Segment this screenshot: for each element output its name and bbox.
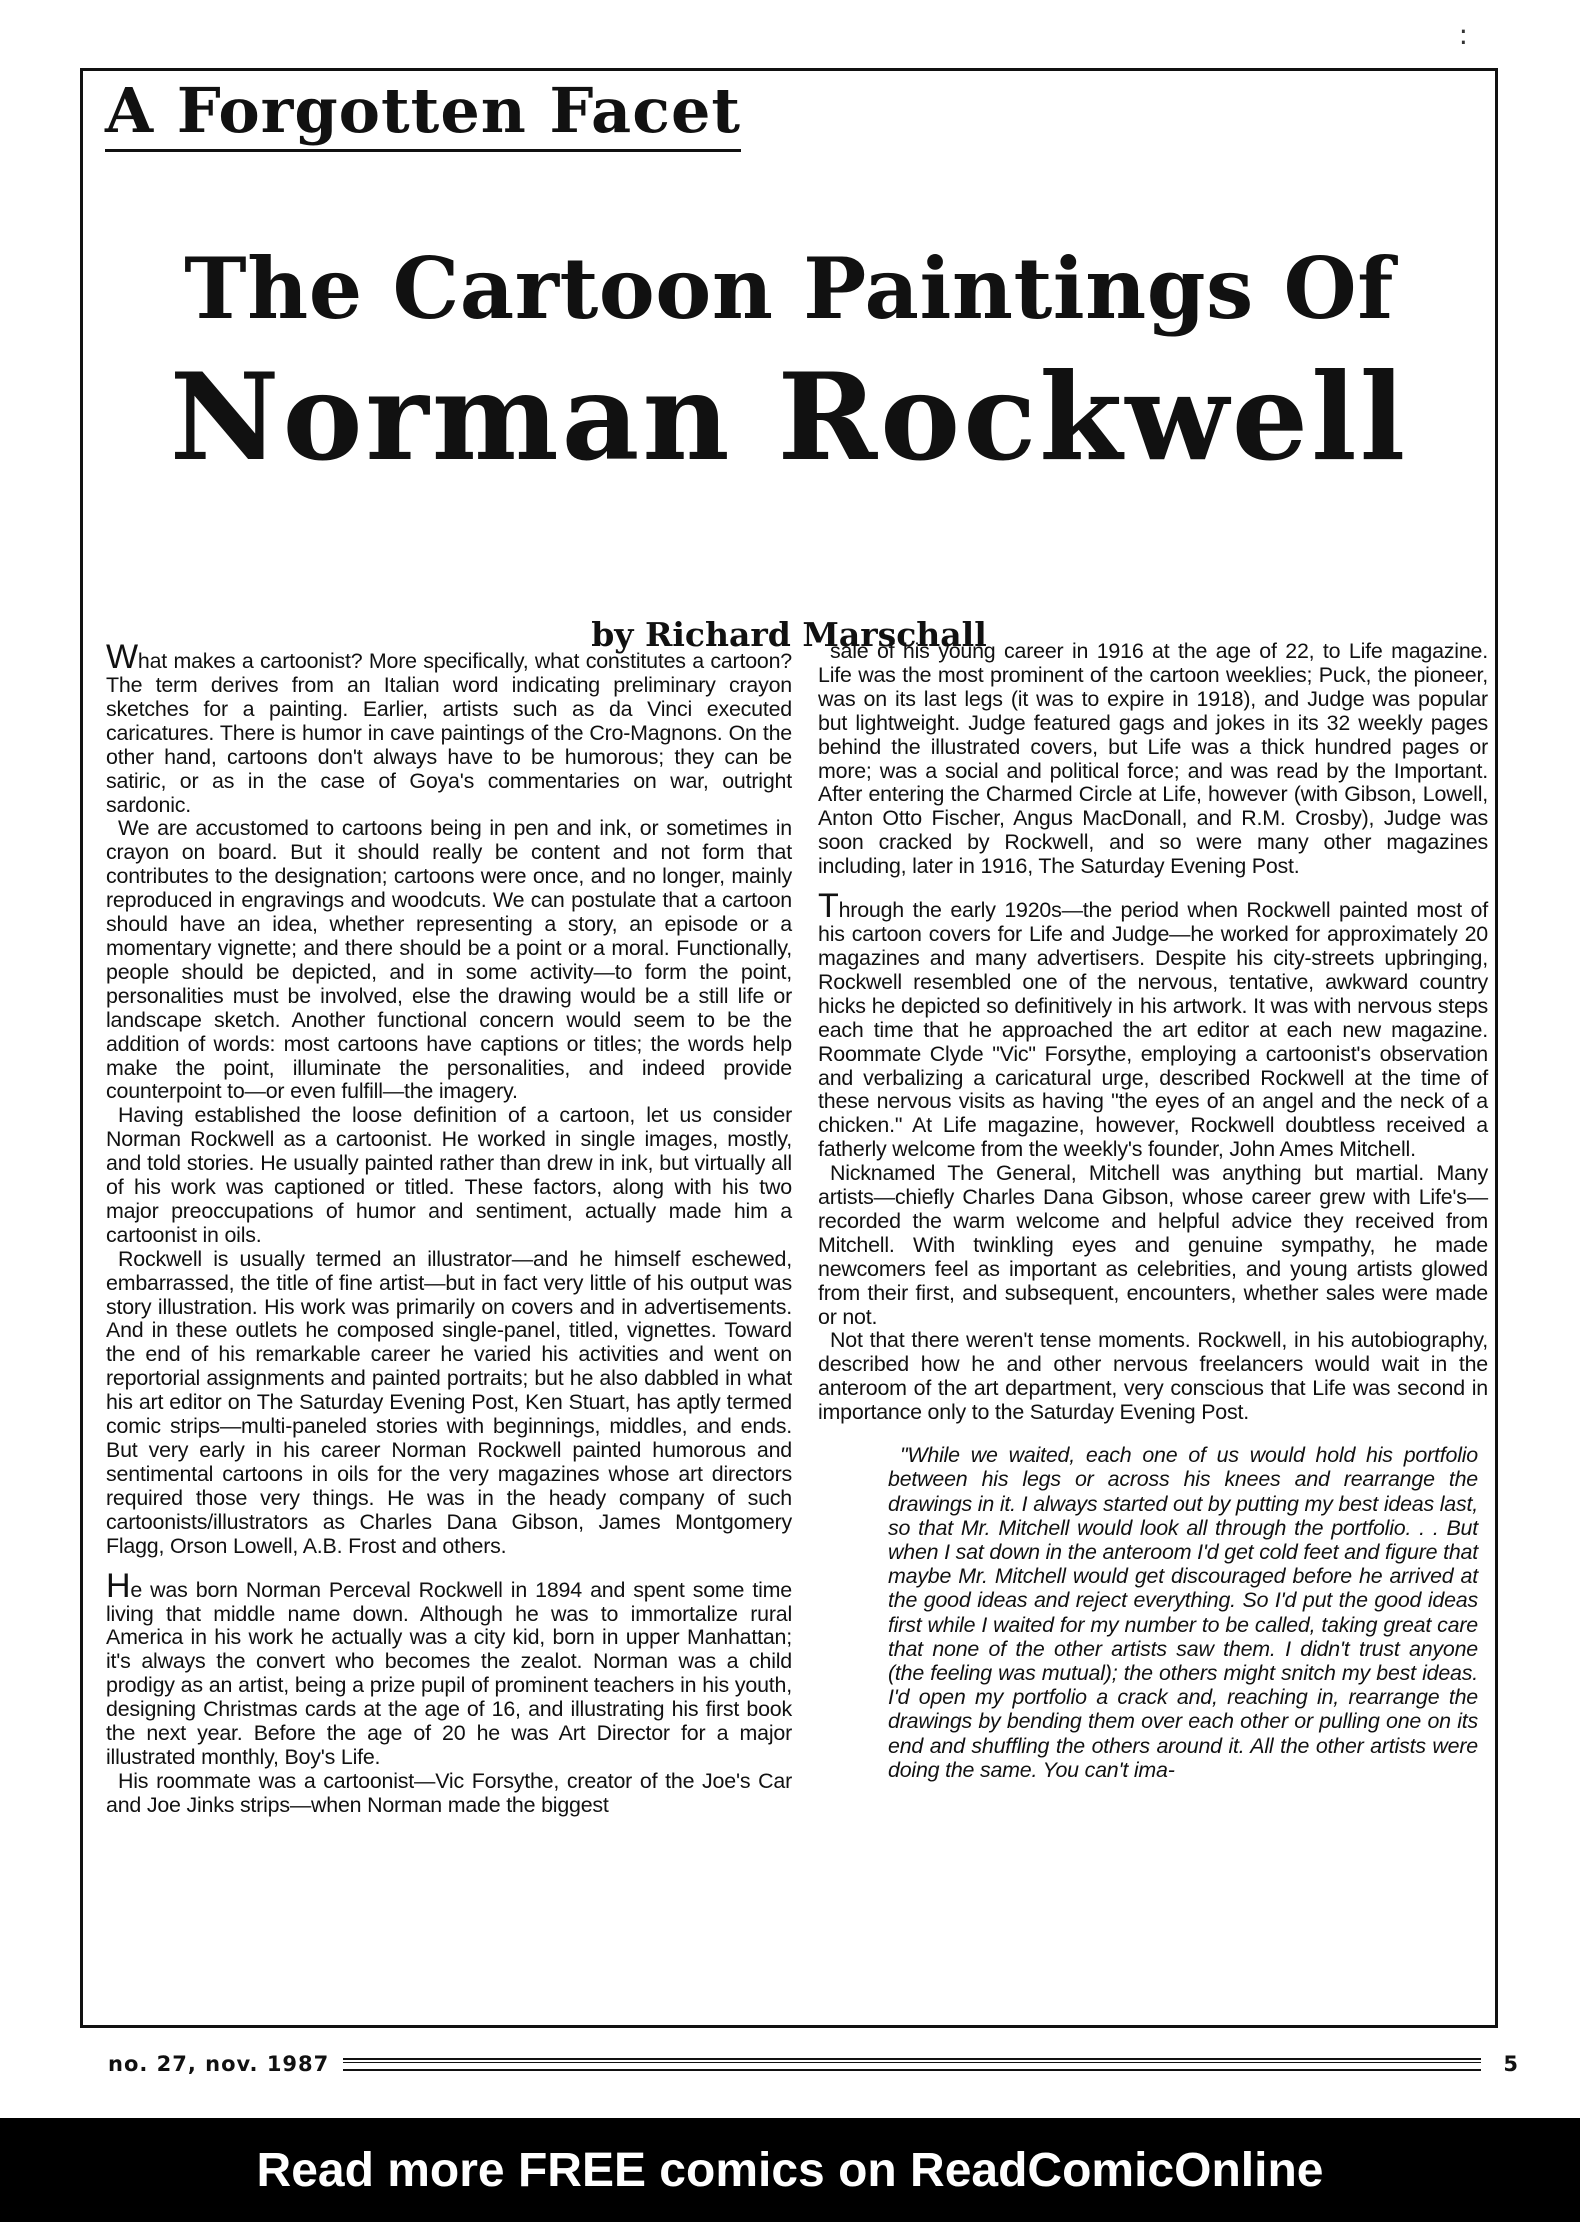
paragraph-text: Nicknamed The General, Mitchell was anything but martial. Many artists—chiefly Charles Dana Gibson, whose career grew with Life's—recorded the warm welcome and helpful advice they received from Mitchell. With twinkling eyes and genuine sympathy, he made newcomers feel as important as celebrities, and young artists glowed from their first, and subsequent, encounters, whether sales were made or not. bbox=[818, 1161, 1488, 1329]
paragraph-text: hrough the early 1920s—the period when Rockwell painted most of his cartoon covers for Life and Judge—he worked for approximately 20 magazines and many advertisers. Despite his city-streets upbringing, Rockwell resembled one of the nervous, tentative, awkward country hicks he depicted so definitively in his artwork. It was with nervous steps each time that he approached the art editor at each new magazine. Roommate Clyde "Vic" Forsythe, employing a cartoonist's observation and verbalizing a caricatural urge, described Rockwell at the time of these nervous visits as having "the eyes of an angel and the neck of a chicken." At Life magazine, however, Rockwell doubtless received a fatherly welcome from the weekly's founder, John Ames Mitchell. bbox=[818, 898, 1488, 1162]
promo-banner[interactable]: Read more FREE comics on ReadComicOnline bbox=[0, 2118, 1580, 2222]
paragraph-text: We are accustomed to cartoons being in pen and ink, or sometimes in crayon on board. But it should really be content and not form that contributes to the designation; cartoons were once, and no longer, mainly reproduced in engravings and woodcuts. We can postulate that a cartoon should have an idea, whether representing a story, an episode or a momentary vignette; and there should be a point or a moral. Functionally, people should be depicted, and in some activity—to form the point, personalities must be involved, else the drawing would be a still life or landscape sketch. Another functional concern would seem to be the addition of words: most cartoons have captions or titles; the words help make the point, illuminate the personalities, and indeed provide counterpoint to—or even fulfill—the imagery. bbox=[106, 816, 792, 1104]
section-kicker: A Forgotten Facet bbox=[105, 77, 741, 152]
page-footer bbox=[108, 2044, 1518, 2084]
issue-label: no. 27, nov. 1987 bbox=[108, 2052, 330, 2076]
article-paragraph bbox=[106, 640, 792, 817]
article-paragraph bbox=[818, 889, 1488, 1162]
article-paragraph bbox=[106, 817, 792, 1104]
paragraph-text: His roommate was a cartoonist—Vic Forsythe, creator of the Joe's Car and Joe Jinks strips—when Norman made the biggest bbox=[106, 1768, 792, 1817]
paragraph-text: Having established the loose definition of a cartoon, let us consider Norman Rockwell as a cartoonist. He worked in single images, mostly, and told stories. He usually painted rather than drew in ink, but virtually all of his work was captioned or titled. These factors, along with his two major preoccupations of humor and sentiment, actually made him a cartoonist in oils. bbox=[106, 1103, 792, 1247]
article-paragraph bbox=[818, 640, 1488, 879]
drop-cap: T bbox=[818, 887, 839, 926]
byline: by Richard Marschall bbox=[591, 615, 987, 654]
article-paragraph bbox=[106, 1770, 792, 1818]
corner-mark: : bbox=[1458, 18, 1468, 51]
paragraph-text: Rockwell is usually termed an illustrator—and he himself eschewed, embarrassed, the title of fine artist—but in fact very little of his output was story illustration. His work was primarily on covers and in advertisements. And in these outlets he composed single-panel, titled, vignettes. Toward the end of his remarkable career he varied his activities and went on reportorial assignments and painted portraits; but he also dabbled in what his art editor on The Saturday Evening Post, Ken Stuart, has aptly termed comic strips—multi-paneled stories with beginnings, middles, and ends. But very early in his career Norman Rockwell painted humorous and sentimental cartoons in oils for the very magazines whose art directors required those very things. He was in the heady company of such cartoonists/illustrators as Charles Dana Gibson, James Montgomery Flagg, Orson Lowell, A.B. Frost and others. bbox=[106, 1246, 792, 1558]
drop-cap: W bbox=[106, 638, 138, 676]
left-column bbox=[106, 640, 792, 1818]
footer-rule bbox=[343, 2058, 1481, 2071]
article-paragraph bbox=[106, 1104, 792, 1247]
title-line-1: The Cartoon Paintings Of bbox=[184, 239, 1394, 338]
right-column bbox=[818, 640, 1488, 1782]
block-quote bbox=[888, 1443, 1478, 1782]
paragraph-text: "While we waited, each one of us would hold his portfolio between his legs or across his knees and rearrange the drawings in it. I always started out by putting my best ideas last, so that Mr. Mitchell would look all through the portfolio. . . But when I sat down in the anteroom I'd get cold feet and figure that maybe Mr. Mitchell would get discouraged before he arrived at the good ideas and reject everything. So I'd put the good ideas first while I waited for my number to be called, taking great care that none of the other artists saw them. I didn't trust anyone (the feeling was mutual); the others might snitch my best ideas. I'd open my portfolio a crack and, reaching in, rearrange the drawings by bending them over each other or pulling one on its end and shuffling the others around it. All the other artists were doing the same. You can't ima- bbox=[888, 1443, 1478, 1782]
article-paragraph bbox=[818, 1162, 1488, 1329]
page-number: 5 bbox=[1503, 2052, 1518, 2076]
paragraph-text: Not that there weren't tense moments. Rockwell, in his autobiography, described how he and other nervous freelancers would wait in the anteroom of the art department, very conscious that Life was second in importance only to the Saturday Evening Post. bbox=[818, 1328, 1488, 1425]
article-paragraph bbox=[818, 1329, 1488, 1425]
paragraph-text: hat makes a cartoonist? More specifically, what constitutes a cartoon? The term derives from an Italian word indicating preliminary crayon sketches for a painting. Earlier, artists such as da Vinci executed caricatures. There is humor in cave paintings of the Cro-Magnons. On the other hand, cartoons don't always have to be humorous; they can be satiric, or as in the case of Goya's commentaries on war, outright sardonic. bbox=[106, 649, 792, 817]
article-title bbox=[83, 239, 1495, 488]
paragraph-text: e was born Norman Perceval Rockwell in 1894 and spent some time living that middle name down. Although he was to immortalize rural America in his work he actually was a city kid, born in upper Manhattan; it's always the convert who becomes the zealot. Norman was a child prodigy as an artist, being a prize pupil of prominent teachers in his youth, designing Christmas cards at the age of 16, and illustrating his first book the next year. Before the age of 20 he was Art Director for a major illustrated monthly, Boy's Life. bbox=[106, 1577, 792, 1769]
title-line-2: Norman Rockwell bbox=[169, 346, 1409, 488]
drop-cap: H bbox=[106, 1566, 131, 1605]
article-paragraph bbox=[106, 1248, 792, 1559]
paragraph-text: sale of his young career in 1916 at the age of 22, to Life magazine. Life was the most prominent of the cartoon weeklies; Puck, the pioneer, was on its last legs (it was to expire in 1918), and Judge was popular but lightweight. Judge featured gags and jokes in its 32 weekly pages behind the illustrated covers, but Life was a thick hundred pages or more; was a social and political force; and was read by the Important. After entering the Charmed Circle at Life, however (with Gibson, Lowell, Anton Otto Fischer, Angus MacDonall, and R.M. Crosby), Judge was soon cracked by Rockwell, and so were many other magazines including, later in 1916, The Saturday Evening Post. bbox=[818, 639, 1488, 879]
article-paragraph bbox=[106, 1566, 792, 1770]
